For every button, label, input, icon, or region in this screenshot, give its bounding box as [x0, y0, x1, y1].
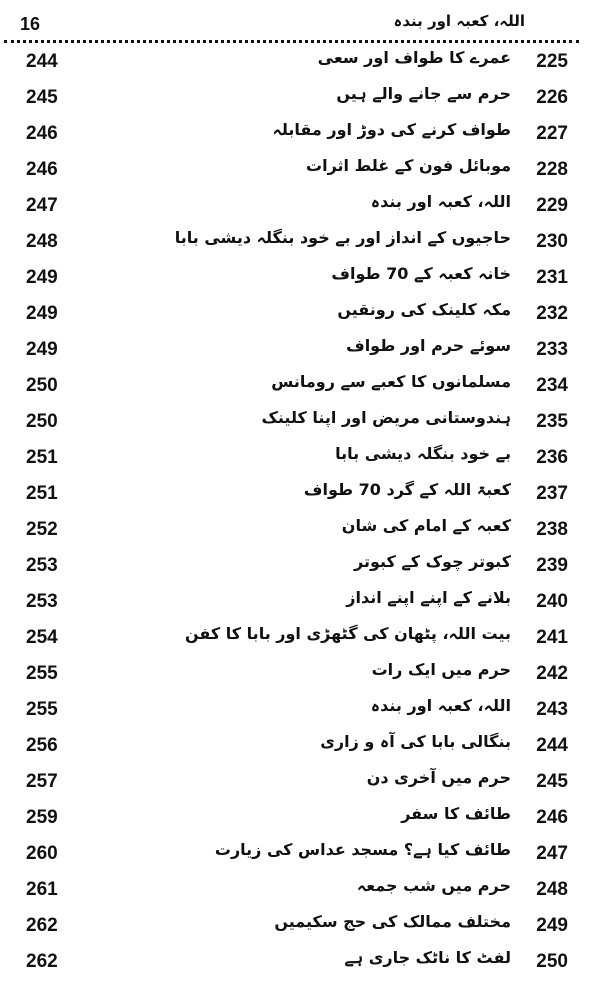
- toc-entry-page: 259: [26, 807, 58, 828]
- toc-entry-number: 234: [536, 375, 568, 396]
- toc-entry: [0, 368, 591, 404]
- toc-entry-title: مختلف ممالک کی حج سکیمیں: [274, 912, 511, 931]
- toc-entry-page: 248: [26, 231, 58, 252]
- dotted-divider: [4, 40, 579, 43]
- toc-entry-number: 244: [536, 735, 568, 756]
- toc-entry-number: 242: [536, 663, 568, 684]
- toc-entry-number: 240: [536, 591, 568, 612]
- toc-entry-page: 257: [26, 771, 58, 792]
- toc-entry-title: کبوتر چوک کے کبوتر: [354, 552, 511, 571]
- toc-entry-page: 255: [26, 663, 58, 684]
- toc-entry-number: 229: [536, 195, 568, 216]
- running-title: اللہ، کعبہ اور بندہ: [393, 12, 525, 30]
- toc-entry: [0, 188, 591, 224]
- toc-entry-number: 250: [536, 951, 568, 972]
- toc-entry-number: 238: [536, 519, 568, 540]
- toc-entry-number: 247: [536, 843, 568, 864]
- toc-entry-title: کعبہ کے امام کی شان: [341, 516, 511, 535]
- toc-entry-number: 249: [536, 915, 568, 936]
- toc-entry-page: 250: [26, 375, 58, 396]
- toc-entry-page: 254: [26, 627, 58, 648]
- toc-entry: [0, 332, 591, 368]
- toc-entry-number: 246: [536, 807, 568, 828]
- toc-entry-page: 255: [26, 699, 58, 720]
- toc-entry-title: طائف کیا ہے؟ مسجد عداس کی زیارت: [214, 840, 511, 859]
- toc-entry-number: 226: [536, 87, 568, 108]
- toc-entry: [0, 944, 591, 980]
- toc-entry-number: 235: [536, 411, 568, 432]
- toc-entry-page: 249: [26, 303, 58, 324]
- toc-entry: [0, 800, 591, 836]
- toc-entry-title: حرم میں ایک رات: [371, 660, 511, 679]
- toc-entry-title: حرم میں آخری دن: [366, 768, 511, 787]
- toc-entry-number: 245: [536, 771, 568, 792]
- toc-entry: [0, 908, 591, 944]
- toc-entry: [0, 260, 591, 296]
- toc-entry-number: 232: [536, 303, 568, 324]
- toc-entry: [0, 404, 591, 440]
- toc-entry-number: 225: [536, 51, 568, 72]
- toc-entry: [0, 764, 591, 800]
- toc-entry-title: طائف کا سفر: [401, 804, 511, 823]
- toc-entry: [0, 80, 591, 116]
- toc-entry: [0, 296, 591, 332]
- toc-entry: [0, 872, 591, 908]
- toc-entry: [0, 512, 591, 548]
- toc-entry-title: کعبۃ اللہ کے گرد 70 طواف: [303, 480, 511, 499]
- toc-entry: [0, 224, 591, 260]
- toc-entry-page: 250: [26, 411, 58, 432]
- toc-entry-title: مسلمانوں کا کعبے سے رومانس: [271, 372, 511, 391]
- toc-entry: [0, 656, 591, 692]
- toc-entry-page: 251: [26, 483, 58, 504]
- toc-entry-title: خانہ کعبہ کے 70 طواف: [331, 264, 511, 283]
- toc-entry-number: 241: [536, 627, 568, 648]
- toc-entry-page: 261: [26, 879, 58, 900]
- toc-entry-title: بلانے کے اپنے اپنے انداز: [346, 588, 511, 607]
- toc-entry-page: 247: [26, 195, 58, 216]
- toc-entry-title: بنگالی بابا کی آہ و زاری: [320, 732, 511, 751]
- table-of-contents: [0, 44, 591, 980]
- toc-entry-title: موبائل فون کے غلط اثرات: [306, 156, 511, 175]
- toc-entry-page: 253: [26, 591, 58, 612]
- toc-entry: [0, 152, 591, 188]
- toc-entry-title: اللہ، کعبہ اور بندہ: [370, 696, 511, 715]
- toc-entry-number: 237: [536, 483, 568, 504]
- toc-entry-number: 236: [536, 447, 568, 468]
- toc-entry-page: 246: [26, 159, 58, 180]
- toc-entry-page: 256: [26, 735, 58, 756]
- toc-entry-title: اللہ، کعبہ اور بندہ: [370, 192, 511, 211]
- toc-entry-number: 243: [536, 699, 568, 720]
- toc-entry-page: 246: [26, 123, 58, 144]
- toc-entry-title: حاجیوں کے انداز اور بے خود بنگلہ دیشی بابا: [174, 228, 511, 247]
- toc-entry-title: بے خود بنگلہ دیشی بابا: [335, 444, 511, 463]
- toc-entry-page: 245: [26, 87, 58, 108]
- toc-entry: [0, 620, 591, 656]
- toc-entry-title: مکہ کلینک کی رونقیں: [337, 300, 511, 319]
- toc-entry: [0, 44, 591, 80]
- toc-entry-title: طواف کرنے کی دوڑ اور مقابلہ: [272, 120, 511, 139]
- toc-entry-number: 231: [536, 267, 568, 288]
- toc-entry: [0, 476, 591, 512]
- toc-entry-page: 249: [26, 267, 58, 288]
- toc-entry-title: ہندوستانی مریض اور اپنا کلینک: [261, 408, 511, 427]
- toc-entry: [0, 836, 591, 872]
- page-header: [0, 8, 591, 42]
- toc-entry-page: 262: [26, 915, 58, 936]
- toc-entry-title: حرم میں شب جمعہ: [356, 876, 511, 895]
- toc-entry: [0, 692, 591, 728]
- toc-entry: [0, 440, 591, 476]
- toc-entry-number: 230: [536, 231, 568, 252]
- toc-entry-page: 262: [26, 951, 58, 972]
- toc-entry-title: عمرے کا طواف اور سعی: [317, 48, 511, 67]
- toc-entry-title: بیت اللہ، پٹھان کی گٹھڑی اور بابا کا کفن: [185, 624, 511, 643]
- toc-entry-page: 244: [26, 51, 58, 72]
- page-number: 16: [20, 14, 41, 34]
- toc-entry-page: 260: [26, 843, 58, 864]
- toc-entry-number: 239: [536, 555, 568, 576]
- toc-entry: [0, 116, 591, 152]
- toc-entry-number: 248: [536, 879, 568, 900]
- toc-entry-number: 228: [536, 159, 568, 180]
- toc-entry-page: 253: [26, 555, 58, 576]
- toc-entry-title: حرم سے جانے والے ہیں: [336, 84, 511, 103]
- toc-entry-title: لفٹ کا ناٹک جاری ہے: [344, 948, 511, 967]
- toc-entry-title: سوئے حرم اور طواف: [346, 336, 511, 355]
- toc-entry-page: 251: [26, 447, 58, 468]
- toc-entry-page: 249: [26, 339, 58, 360]
- toc-entry: [0, 584, 591, 620]
- toc-entry-page: 252: [26, 519, 58, 540]
- toc-entry-number: 233: [536, 339, 568, 360]
- toc-entry: [0, 548, 591, 584]
- toc-entry-number: 227: [536, 123, 568, 144]
- toc-entry: [0, 728, 591, 764]
